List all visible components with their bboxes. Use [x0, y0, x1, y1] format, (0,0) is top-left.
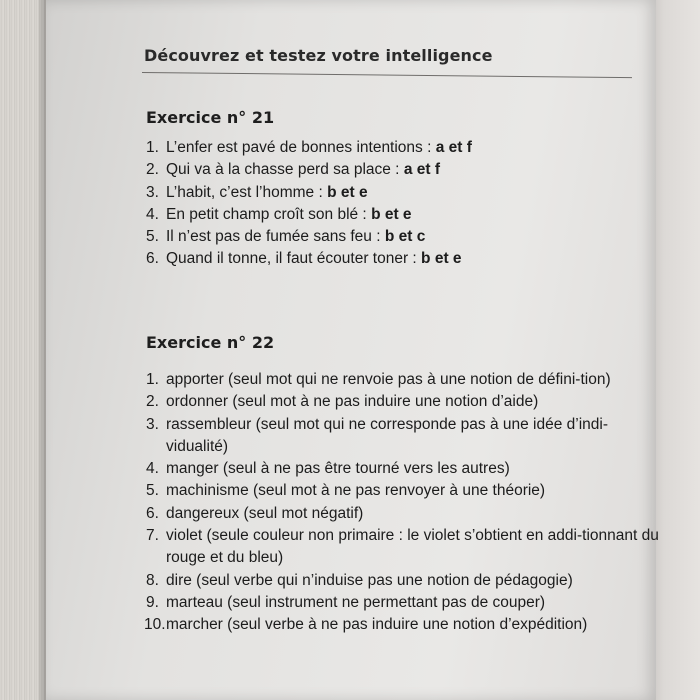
header-rule [142, 72, 632, 78]
book-page-edges [0, 0, 46, 700]
item-text: marcher (seul verbe à ne pas induire une notion d’expédition) [166, 616, 588, 634]
list-item [146, 503, 666, 525]
item-answer: b et e [421, 250, 462, 268]
list-item [146, 137, 472, 159]
item-text: violet (seule couleur non primaire : le violet s’obtient en addi-tionnant du rouge et du bleu) [166, 527, 659, 567]
book-page [46, 0, 659, 700]
list-item [146, 614, 666, 636]
item-text: L’enfer est pavé de bonnes intentions : [166, 139, 436, 156]
item-number: 3. [146, 415, 159, 433]
item-text: dangereux (seul mot négatif) [166, 504, 364, 522]
item-number: 6. [146, 504, 159, 522]
item-text: ordonner (seul mot à ne pas induire une notion d’aide) [166, 393, 539, 411]
item-number: 4. [146, 460, 159, 478]
item-text: rassembleur (seul mot qui ne corresponde pas à une idée d’indi-vidualité) [166, 415, 608, 455]
list-item [146, 480, 666, 502]
list-item [146, 414, 666, 459]
item-number: 1. [146, 139, 159, 156]
item-answer: b et e [371, 205, 412, 223]
item-number: 2. [146, 161, 159, 179]
item-number: 4. [146, 205, 159, 223]
item-number: 9. [146, 593, 159, 611]
exercise-22-list [146, 369, 666, 637]
list-item [146, 570, 666, 592]
list-item [146, 204, 472, 226]
list-item [146, 159, 472, 181]
exercise-22-title: Exercice n° 22 [146, 333, 275, 352]
item-text: L’habit, c’est l’homme : [166, 183, 328, 201]
item-number: 1. [146, 371, 159, 388]
list-item [146, 525, 666, 570]
item-text: machinisme (seul mot à ne pas renvoyer à une théorie) [166, 482, 546, 500]
item-number: 5. [146, 482, 159, 500]
item-text: apporter (seul mot qui ne renvoie pas à une notion de défini-tion) [166, 371, 611, 388]
running-head: Découvrez et testez votre intelligence [144, 46, 493, 65]
item-text: dire (seul verbe qui n’induise pas une notion de pédagogie) [166, 571, 573, 589]
item-number: 6. [146, 250, 159, 268]
list-item [146, 226, 472, 248]
item-text: Quand il tonne, il faut écouter toner : [166, 250, 422, 268]
exercise-21-list [146, 137, 472, 271]
item-answer: b et c [384, 228, 426, 246]
item-number: 2. [146, 393, 159, 411]
item-text: En petit champ croît son blé : [166, 205, 372, 223]
exercise-21-title: Exercice n° 21 [146, 108, 275, 127]
item-number: 5. [146, 228, 159, 246]
list-item [146, 391, 666, 413]
item-number: 3. [146, 183, 159, 201]
item-answer: a et f [435, 139, 472, 156]
item-number: 8. [146, 571, 159, 589]
item-number: 7. [146, 527, 159, 545]
list-item [146, 369, 666, 391]
item-text: Qui va à la chasse perd sa place : [166, 161, 404, 179]
item-answer: b et e [327, 183, 368, 201]
list-item [146, 248, 472, 270]
item-text: Il n’est pas de fumée sans feu : [166, 228, 385, 246]
item-text: manger (seul à ne pas être tourné vers les autres) [166, 460, 510, 478]
list-item [146, 458, 666, 480]
item-number: 10. [144, 616, 166, 634]
item-text: marteau (seul instrument ne permettant pas de couper) [166, 593, 546, 611]
list-item [146, 592, 666, 614]
list-item [146, 182, 472, 204]
item-answer: a et f [403, 161, 440, 179]
